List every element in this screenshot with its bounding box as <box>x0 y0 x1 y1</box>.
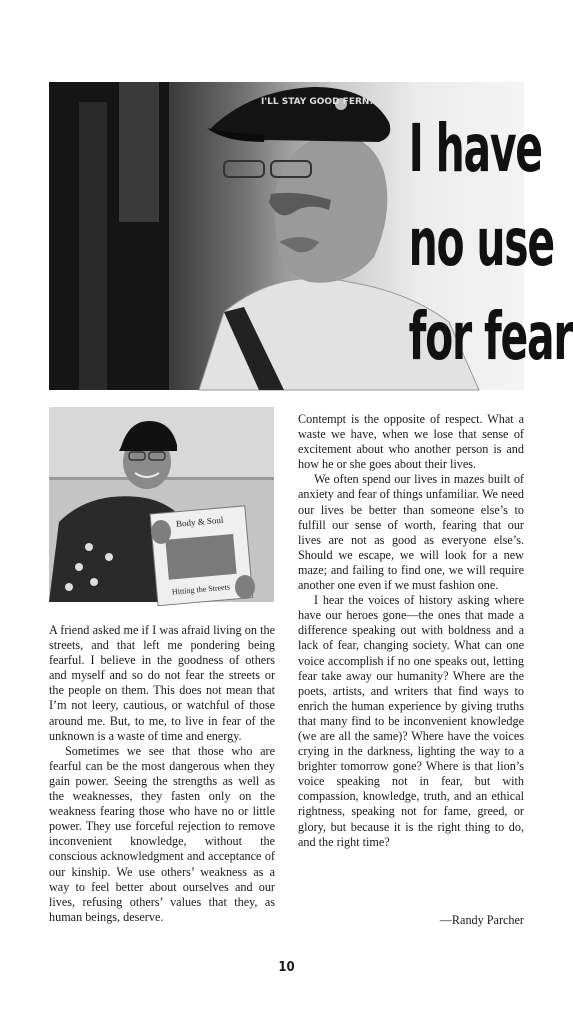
right-paragraph-2: We often spend our lives in mazes built of anxiety and fear of things unfamiliar. We need our lives be better than someone else’s to fulfill our sense of worth, fearing that our lives are not as good as everyone else’s. Should we escape, we will look for a new maze; and failing to find one, we will require another one even if we must fashion one. <box>298 472 524 593</box>
left-paragraph-1: A friend asked me if I was afraid living on the streets, and that left me pondering being fearful. I believe in the goodness of others and myself and so do not fear the streets or the people on them. This does not mean that I’m not leery, cautious, or watchful of those around me. But, to me, to live in fear of the unknown is a waste of time and energy. <box>49 623 275 743</box>
left-column <box>49 623 275 925</box>
author-signature: —Randy Parcher <box>439 913 524 927</box>
right-column <box>298 412 524 850</box>
left-paragraph-2: Sometimes we see that those who are fearful can be the most dangerous when they gain power. Seeing the strengths as well as the weaknesses, they fasten only on the weakness fearing those who have no or little power. They use forceful rejection to remove inconvenient knowledge, without the conscious acknowledgment and acceptance of our kinship. We use others’ weakness as a way to feel better about ourselves and our lives, refusing others’ values that they, as human beings, deserve. <box>49 743 275 924</box>
second-photo-illustration <box>49 407 274 602</box>
right-paragraph-1: Contempt is the opposite of respect. What a waste we have, when we lose that sense of excitement about who another person is and how he or she goes about their lives. <box>298 412 524 472</box>
hero-photo <box>49 82 573 390</box>
newspaper-title: Body & Soul <box>175 514 224 529</box>
headline <box>408 102 573 384</box>
right-paragraph-3: I hear the voices of history asking where have our heroes gone—the ones that made a difference speaking out with boldness and a lack of fear, changing society. What can one voice accomplish if no one speaks out, letting fear take away our humanity? Where are the poets, artists, and writers that find ways to enrich the human experience by giving truths that many find to be inconvenient knowledge (we are all the same)? Where have the voices crying in the darkness, lighting the way to a brighter tomorrow gone? Where is that lion’s voice speaking not in fear, but with compassion, knowledge, truth, and an ethical rightness, speaking not for fame, greed, or glory, but because it is the right thing to do, and the right time? <box>298 593 524 849</box>
headline-line-2: no use <box>408 204 554 281</box>
newspaper-headline: Hitting the Streets <box>171 582 231 597</box>
page-number: 10 <box>278 960 295 975</box>
cap-text: I'LL STAY GOOD FERN! <box>261 97 374 107</box>
headline-line-3: for fear <box>408 298 573 375</box>
second-photo <box>49 407 274 602</box>
headline-line-1: I have <box>408 110 542 187</box>
